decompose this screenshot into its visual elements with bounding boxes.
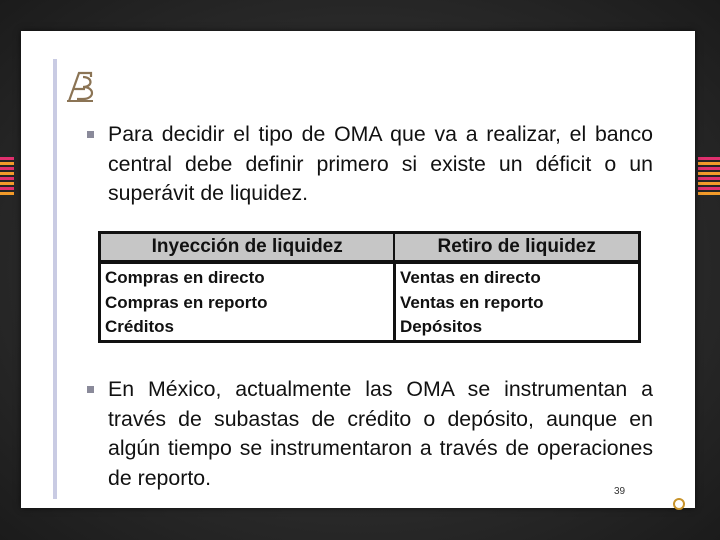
list-item: Créditos (105, 317, 174, 336)
list-item: Ventas en directo (399, 268, 541, 287)
header-injection: Inyección de liquidez (100, 233, 395, 263)
page-number: 39 (614, 486, 626, 497)
list-item: Compras en reporto (105, 292, 268, 312)
square-bullet-icon (87, 386, 94, 393)
decorative-orb-icon (673, 498, 685, 510)
list-item: Depósitos (399, 317, 483, 336)
slide (21, 31, 695, 508)
left-decorative-stripe (0, 157, 14, 201)
table-row (100, 262, 640, 341)
banxico-logo-icon (65, 69, 95, 103)
list-item: Ventas en reporto (399, 292, 544, 312)
right-decorative-stripe (698, 157, 720, 201)
header-withdrawal: Retiro de liquidez (394, 233, 639, 263)
liquidity-table (98, 231, 641, 343)
table-header-row (100, 233, 640, 263)
square-bullet-icon (87, 131, 94, 138)
withdrawal-column (394, 262, 639, 341)
list-item: Compras en directo (105, 268, 265, 287)
paragraph-oma-decision: Para decidir el tipo de OMA que va a realizar, el banco central debe definir primero si existe un déficit o un superávit de liquidez. (108, 122, 653, 205)
slide-side-rail (53, 59, 57, 499)
paragraph-oma-mexico: En México, actualmente las OMA se instrumentan a través de subastas de crédito o depósito, aunque en algún tiempo se instrumentaron a través de operaciones de reporto. (108, 377, 653, 490)
injection-column (100, 262, 395, 341)
